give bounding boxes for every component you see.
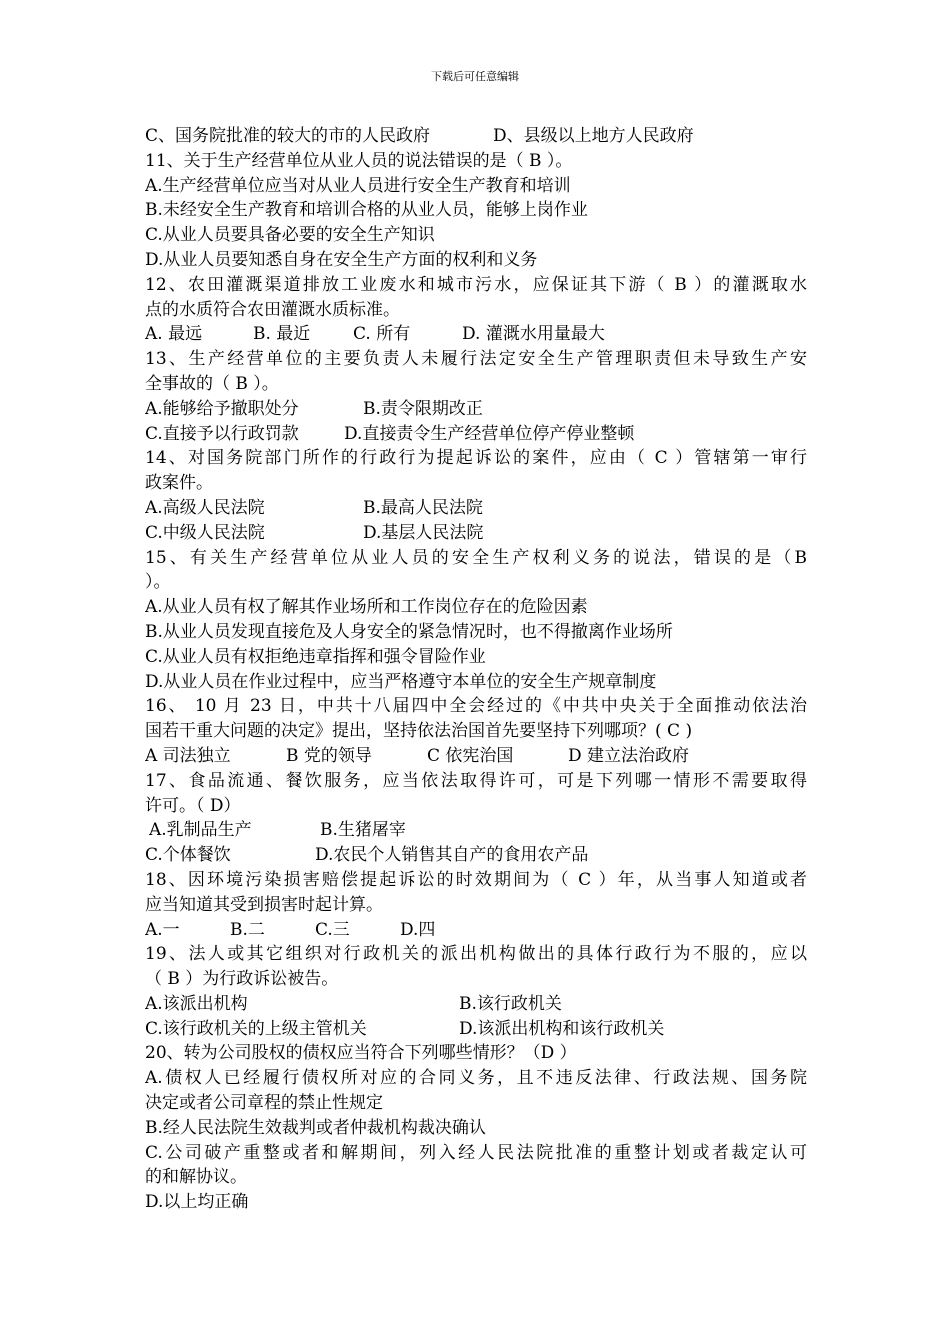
option-c: C.三 [315, 919, 350, 940]
question-12-options [145, 322, 807, 347]
question-18-stem-line2: 应当知道其受到损害时起计算。 [145, 894, 383, 915]
option-d: D. 灌溉水用量最大 [462, 324, 605, 345]
question-15-stem-line1: 15、有关生产经营单位从业人员的安全生产权利义务的说法，错误的是（B [145, 547, 807, 568]
question-11-option-d: D.从业人员要知悉自身在安全生产方面的权利和义务 [145, 249, 538, 270]
option-b: B 党的领导 [286, 745, 372, 766]
option-b: B.二 [230, 919, 265, 940]
option-b: B. 最近 [253, 324, 311, 345]
question-16-options [145, 744, 807, 769]
question-19-stem-line1: 19、法人或其它组织对行政机关的派出机构做出的具体行政行为不服的，应以 [145, 944, 807, 965]
question-14-stem-line2: 政案件。 [145, 473, 213, 494]
option-d: D 建立法治政府 [568, 745, 690, 766]
option-a: A.乳制品生产 [149, 820, 252, 841]
question-13-options-ab [145, 397, 807, 422]
question-19-stem-line2: （ B ）为行政诉讼被告。 [145, 969, 339, 990]
option-a: A 司法独立 [145, 745, 231, 766]
question-14-options-cd [145, 521, 807, 546]
option-a: A. 最远 [145, 324, 203, 345]
question-20-option-c-line2: 的和解协议。 [145, 1167, 247, 1188]
option-b: B.生猪屠宰 [320, 820, 406, 841]
question-17-options-ab [145, 818, 807, 843]
question-16-stem-line2: 国若干重大问题的决定》提出，坚持依法治国首先要坚持下列哪项？( C ) [145, 721, 693, 742]
question-17-stem-line2: 许可。（ D） [145, 795, 241, 816]
question-12-stem-line2: 点的水质符合农田灌溉水质标准。 [145, 299, 400, 320]
question-15-option-b: B.从业人员发现直接危及人身安全的紧急情况时，也不得撤离作业场所 [145, 621, 673, 642]
question-12-stem-line1: 12、农田灌溉渠道排放工业废水和城市污水，应保证其下游（ B ）的灌溉取水 [145, 274, 807, 295]
option-d: D、县级以上地方人民政府 [493, 126, 694, 146]
question-20-stem: 20、转为公司股权的债权应当符合下列哪些情形？（D ） [145, 1043, 577, 1064]
option-c: C. 所有 [353, 324, 411, 345]
option-a: A.该派出机构 [145, 993, 248, 1014]
question-13-stem-line1: 13、生产经营单位的主要负责人未履行法定安全生产管理职责但未导致生产安 [145, 349, 807, 370]
question-14-stem-line1: 14、对国务院部门所作的行政行为提起诉讼的案件，应由（ C ）管辖第一审行 [145, 448, 807, 469]
option-c: C.直接予以行政罚款 [145, 423, 299, 444]
question-11-stem: 11、关于生产经营单位从业人员的说法错误的是（ B ）。 [145, 150, 573, 171]
option-b: B.该行政机关 [459, 993, 562, 1014]
page-header: 下载后可任意编辑 [431, 70, 519, 83]
option-d: D.农民个人销售其自产的食用农产品 [315, 845, 589, 866]
question-15-stem-line2: ）。 [145, 572, 171, 593]
option-d: D.四 [400, 919, 436, 940]
question-10-options-cd [145, 124, 807, 149]
question-18-stem-line1: 18、因环境污染损害赔偿提起诉讼的时效期间为（ C ）年，从当事人知道或者 [145, 869, 807, 890]
question-11-option-b: B.未经安全生产教育和培训合格的从业人员，能够上岗作业 [145, 200, 588, 221]
option-d: D.该派出机构和该行政机关 [459, 1018, 665, 1039]
option-a: A.一 [145, 919, 180, 940]
question-20-option-d: D.以上均正确 [145, 1192, 249, 1213]
option-c: C.该行政机关的上级主管机关 [145, 1018, 367, 1039]
option-c: C 依宪治国 [427, 745, 514, 766]
question-14-options-ab [145, 496, 807, 521]
option-d: D.基层人民法院 [363, 522, 484, 543]
option-d: D.直接责令生产经营单位停产停业整顿 [344, 423, 635, 444]
document-body [145, 124, 807, 1215]
question-13-options-cd [145, 422, 807, 447]
option-a: A.高级人民法院 [145, 497, 265, 518]
question-19-options-cd [145, 1017, 807, 1042]
question-20-option-a-line2: 决定或者公司章程的禁止性规定 [145, 1093, 383, 1114]
question-17-stem-line1: 17、食品流通、餐饮服务，应当依法取得许可，可是下列哪一情形不需要取得 [145, 770, 807, 791]
option-b: B.责令限期改正 [363, 398, 483, 419]
question-20-option-b: B.经人民法院生效裁判或者仲裁机构裁决确认 [145, 1117, 486, 1138]
question-17-options-cd [145, 843, 807, 868]
question-20-option-c-line1: C.公司破产重整或者和解期间，列入经人民法院批准的重整计划或者裁定认可 [145, 1142, 807, 1163]
question-20-option-a-line1: A.债权人已经履行债权所对应的合同义务，且不违反法律、行政法规、国务院 [145, 1068, 807, 1089]
option-a: A.能够给予撤职处分 [145, 398, 299, 419]
question-11-option-c: C.从业人员要具备必要的安全生产知识 [145, 225, 435, 246]
question-15-option-c: C.从业人员有权拒绝违章指挥和强令冒险作业 [145, 646, 486, 667]
question-15-option-a: A.从业人员有权了解其作业场所和工作岗位存在的危险因素 [145, 597, 588, 618]
question-11-option-a: A.生产经营单位应当对从业人员进行安全生产教育和培训 [145, 175, 571, 196]
question-13-stem-line2: 全事故的（ B ）。 [145, 373, 279, 394]
option-c: C、国务院批准的较大的市的人民政府 [145, 126, 431, 146]
option-c: C.个体餐饮 [145, 845, 231, 866]
question-16-stem-line1: 16、 10 月 23 日，中共十八届四中全会经过的《中共中央关于全面推动依法治 [145, 696, 807, 717]
option-b: B.最高人民法院 [363, 497, 483, 518]
option-c: C.中级人民法院 [145, 522, 265, 543]
question-19-options-ab [145, 992, 807, 1017]
question-18-options [145, 918, 807, 943]
question-15-option-d: D.从业人员在作业过程中，应当严格遵守本单位的安全生产规章制度 [145, 671, 657, 692]
